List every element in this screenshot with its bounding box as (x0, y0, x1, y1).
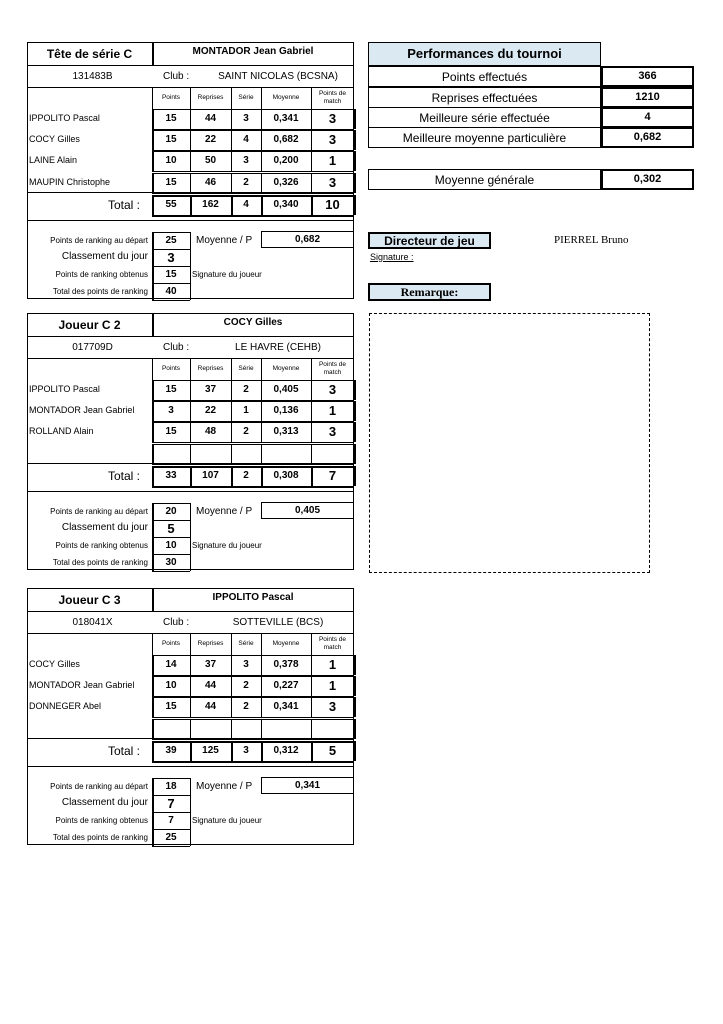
grid-line (354, 697, 356, 717)
cell-points: 14 (165, 659, 177, 670)
cell-points: 15 (165, 113, 177, 124)
ranking-obtenus-value: 7 (168, 815, 174, 826)
grid-line (152, 380, 354, 381)
header-reprises: Reprises (197, 94, 224, 101)
grid-line (152, 422, 354, 423)
cell-match: 3 (328, 111, 337, 126)
cell-moyenne: 0,341 (273, 113, 299, 124)
cell-match: 3 (328, 175, 337, 190)
ranking-obtenus-value: 10 (165, 540, 177, 551)
ranking-obtenus-value: 15 (165, 269, 177, 280)
total-serie: 3 (243, 745, 249, 756)
grid-line (152, 571, 190, 572)
header-reprises: Reprises (197, 640, 224, 647)
grid-line (152, 173, 354, 174)
cell-moyenne: 0,313 (273, 426, 299, 437)
club-name: SAINT NICOLAS (BCSNA) (218, 71, 338, 82)
grid-line (27, 491, 354, 492)
ranking-depart-label: Points de ranking au départ (50, 782, 148, 791)
licence-number: 131483B (72, 71, 113, 82)
grid-line (27, 336, 354, 337)
cell-points: 15 (165, 384, 177, 395)
perf-label: Points effectués (441, 70, 528, 84)
ranking-depart-value: 18 (165, 781, 177, 792)
cell-points: 15 (165, 177, 177, 188)
grid-line (152, 109, 354, 110)
opponent-name: IPPOLITO Pascal (29, 113, 100, 123)
header-serie: Série (238, 365, 254, 372)
grid-line (152, 401, 354, 402)
cell-serie: 2 (243, 426, 249, 437)
cell-serie: 2 (243, 177, 249, 188)
grid-line (152, 130, 354, 131)
grid-line (152, 283, 190, 284)
cell-match: 3 (328, 132, 337, 147)
club-name: LE HAVRE (CEHB) (235, 342, 321, 353)
classement-label: Classement du jour (61, 251, 148, 262)
grid-line (27, 738, 354, 739)
grid-line (152, 846, 190, 847)
cell-points: 15 (165, 701, 177, 712)
ranking-obtenus-label: Points de ranking obtenus (55, 816, 148, 825)
cell-serie: 4 (243, 134, 249, 145)
header-points: Points (161, 640, 181, 647)
directeur-label: Directeur de jeu (384, 234, 475, 248)
grid-line (190, 719, 191, 739)
grid-line (152, 464, 354, 465)
cell-reprises: 44 (204, 701, 217, 712)
grid-line (311, 719, 312, 739)
club-name: SOTTEVILLE (BCS) (232, 617, 324, 628)
cell-reprises: 22 (204, 405, 217, 416)
ranking-obtenus-label: Points de ranking obtenus (55, 270, 148, 279)
cell-serie: 3 (243, 155, 249, 166)
perf-value: 4 (644, 111, 651, 123)
grid-line (354, 422, 356, 442)
grid-line (152, 442, 354, 443)
cell-serie: 1 (243, 405, 249, 416)
grid-line (354, 401, 356, 421)
cell-reprises: 22 (204, 134, 217, 145)
grid-line (152, 444, 354, 445)
cell-reprises: 44 (204, 113, 217, 124)
cell-serie: 2 (243, 680, 249, 691)
grid-line (354, 676, 356, 696)
moyenne-p-value: 0,341 (294, 780, 321, 791)
club-label: Club : (163, 71, 190, 82)
total-ranking-value: 25 (165, 832, 177, 843)
total-reprises: 125 (202, 745, 219, 756)
cell-match: 3 (328, 382, 337, 397)
cell-reprises: 37 (204, 384, 217, 395)
directeur-signature-label: Signature : (370, 252, 414, 262)
directeur-name: PIERREL Bruno (554, 234, 629, 246)
total-label: Total : (107, 198, 140, 212)
ranking-depart-label: Points de ranking au départ (50, 236, 148, 245)
player-name: COCY Gilles (223, 317, 283, 328)
ranking-depart-value: 20 (165, 506, 177, 517)
grid-line (152, 300, 190, 301)
cell-points: 15 (165, 426, 177, 437)
total-points: 33 (165, 470, 177, 481)
grid-line (27, 611, 354, 612)
grid-line (152, 554, 190, 555)
cell-match: 1 (328, 657, 337, 672)
grid-line (354, 741, 356, 761)
header-points-match: Points de match (318, 90, 347, 105)
club-label: Club : (163, 617, 190, 628)
signature-label: Signature du joueur (192, 541, 262, 550)
remarque-label: Remarque: (400, 285, 459, 299)
cell-moyenne: 0,341 (273, 701, 299, 712)
total-ranking-label: Total des points de ranking (52, 558, 148, 567)
perf-value: 366 (638, 70, 657, 82)
total-moyenne: 0,312 (273, 745, 299, 756)
grid-line (354, 719, 356, 739)
grid-line (152, 503, 190, 504)
cell-moyenne: 0,378 (273, 659, 299, 670)
header-points-match: Points de match (318, 361, 347, 376)
grid-line (152, 151, 354, 152)
total-label: Total : (107, 744, 140, 758)
table-title: Joueur C 2 (58, 318, 121, 332)
total-label: Total : (107, 469, 140, 483)
total-ranking-label: Total des points de ranking (52, 833, 148, 842)
opponent-name: ROLLAND Alain (29, 426, 94, 436)
grid-line (27, 220, 354, 221)
total-serie: 2 (243, 470, 249, 481)
grid-line (152, 741, 354, 743)
total-serie: 4 (243, 199, 249, 210)
header-moyenne: Moyenne (272, 94, 300, 101)
cell-serie: 2 (243, 384, 249, 395)
grid-line (27, 463, 354, 464)
grid-line (354, 380, 356, 400)
cell-moyenne: 0,200 (273, 155, 299, 166)
header-moyenne: Moyenne (272, 640, 300, 647)
grid-line (354, 109, 356, 129)
club-label: Club : (163, 342, 190, 353)
grid-line (27, 65, 354, 66)
opponent-name: IPPOLITO Pascal (29, 384, 100, 394)
cell-points: 3 (168, 405, 174, 416)
moyenne-p-label: Moyenne / P (196, 506, 253, 517)
grid-line (354, 151, 356, 171)
opponent-name: MONTADOR Jean Gabriel (29, 680, 135, 690)
ranking-obtenus-label: Points de ranking obtenus (55, 541, 148, 550)
cell-reprises: 37 (204, 659, 217, 670)
moyenne-p-value: 0,405 (294, 505, 321, 516)
grid-line (152, 486, 354, 488)
grid-line (354, 655, 356, 675)
cell-serie: 2 (243, 701, 249, 712)
perf-label: Reprises effectuées (431, 91, 538, 105)
signature-label: Signature du joueur (192, 270, 262, 279)
total-reprises: 162 (202, 199, 219, 210)
total-reprises: 107 (202, 470, 219, 481)
player-name: MONTADOR Jean Gabriel (192, 46, 314, 57)
opponent-name: COCY Gilles (29, 659, 80, 669)
classement-value: 5 (167, 521, 175, 536)
total-ranking-value: 40 (165, 286, 177, 297)
grid-line (261, 444, 262, 464)
performances-title: Performances du tournoi (407, 46, 562, 61)
cell-match: 1 (328, 678, 337, 693)
cell-match: 3 (328, 424, 337, 439)
grid-line (231, 444, 232, 464)
opponent-name: MONTADOR Jean Gabriel (29, 405, 135, 415)
grid-line (152, 171, 354, 172)
grid-line (27, 766, 354, 767)
grid-line (231, 719, 232, 739)
cell-match: 1 (328, 403, 337, 418)
cell-serie: 3 (243, 659, 249, 670)
grid-line (152, 761, 354, 763)
header-serie: Série (238, 94, 254, 101)
cell-points: 10 (165, 680, 177, 691)
ranking-depart-label: Points de ranking au départ (50, 507, 148, 516)
grid-line (152, 537, 190, 538)
grid-line (152, 778, 190, 779)
cell-serie: 3 (243, 113, 249, 124)
cell-moyenne: 0,682 (273, 134, 299, 145)
grid-line (152, 266, 190, 267)
cell-match: 3 (328, 699, 337, 714)
grid-line (152, 232, 190, 233)
ranking-depart-value: 25 (165, 235, 177, 246)
grid-line (354, 130, 356, 150)
grid-line (190, 444, 191, 464)
perf-value: 0,682 (633, 131, 662, 143)
grid-line (152, 697, 354, 698)
header-points: Points (161, 365, 181, 372)
total-moyenne: 0,340 (273, 199, 299, 210)
grid-line (190, 778, 191, 846)
grid-line (152, 739, 354, 740)
grid-line (152, 719, 154, 739)
moyenne-p-label: Moyenne / P (196, 235, 253, 246)
licence-number: 017709D (72, 342, 113, 353)
total-ranking-label: Total des points de ranking (52, 287, 148, 296)
total-match: 7 (328, 468, 337, 483)
cell-moyenne: 0,136 (273, 405, 299, 416)
grid-line (152, 655, 354, 656)
grid-line (152, 193, 354, 194)
total-match: 10 (325, 197, 340, 212)
classement-label: Classement du jour (61, 522, 148, 533)
perf-value: 1210 (635, 91, 660, 103)
cell-points: 10 (165, 155, 177, 166)
grid-line (354, 195, 356, 215)
total-points: 55 (165, 199, 177, 210)
grid-line (190, 503, 191, 571)
grid-line (354, 466, 356, 486)
header-serie: Série (238, 640, 254, 647)
signature-label: Signature du joueur (192, 816, 262, 825)
table-title: Joueur C 3 (58, 593, 121, 607)
header-points-match: Points de match (318, 636, 347, 651)
grid-line (152, 466, 354, 468)
header-points: Points (161, 94, 181, 101)
grid-line (152, 195, 354, 197)
cell-points: 15 (165, 134, 177, 145)
grid-line (354, 173, 356, 193)
grid-line (152, 676, 354, 677)
total-ranking-value: 30 (165, 557, 177, 568)
grid-line (27, 192, 354, 193)
classement-value: 7 (167, 796, 175, 811)
grid-line (152, 829, 190, 830)
cell-reprises: 48 (204, 426, 217, 437)
grid-line (152, 215, 354, 217)
classement-label: Classement du jour (61, 797, 148, 808)
header-reprises: Reprises (197, 365, 224, 372)
moyenne-p-label: Moyenne / P (196, 781, 253, 792)
cell-moyenne: 0,405 (273, 384, 299, 395)
grid-line (354, 444, 356, 464)
opponent-name: LAINE Alain (29, 155, 78, 165)
opponent-name: MAUPIN Christophe (29, 177, 111, 187)
remarque-box[interactable] (369, 313, 650, 573)
classement-value: 3 (167, 250, 175, 265)
moyenne-p-value: 0,682 (294, 234, 321, 245)
cell-reprises: 50 (204, 155, 217, 166)
moyenne-generale-label: Moyenne générale (434, 173, 535, 187)
grid-line (152, 812, 190, 813)
perf-label: Meilleure série effectuée (419, 111, 550, 125)
cell-match: 1 (328, 153, 337, 168)
licence-number: 018041X (72, 617, 113, 628)
grid-line (190, 232, 191, 300)
grid-line (152, 717, 354, 718)
cell-reprises: 44 (204, 680, 217, 691)
grid-line (261, 719, 262, 739)
total-match: 5 (328, 743, 337, 758)
total-points: 39 (165, 745, 177, 756)
perf-label: Meilleure moyenne particulière (402, 131, 567, 145)
player-name: IPPOLITO Pascal (212, 592, 294, 603)
table-title: Tête de série C (46, 47, 133, 61)
grid-line (311, 444, 312, 464)
header-moyenne: Moyenne (272, 365, 300, 372)
total-moyenne: 0,308 (273, 470, 299, 481)
cell-moyenne: 0,326 (273, 177, 299, 188)
cell-moyenne: 0,227 (273, 680, 299, 691)
opponent-name: COCY Gilles (29, 134, 80, 144)
opponent-name: DONNEGER Abel (29, 701, 102, 711)
grid-line (152, 719, 354, 720)
grid-line (152, 444, 154, 464)
cell-reprises: 46 (204, 177, 217, 188)
moyenne-generale-value: 0,302 (633, 173, 662, 185)
